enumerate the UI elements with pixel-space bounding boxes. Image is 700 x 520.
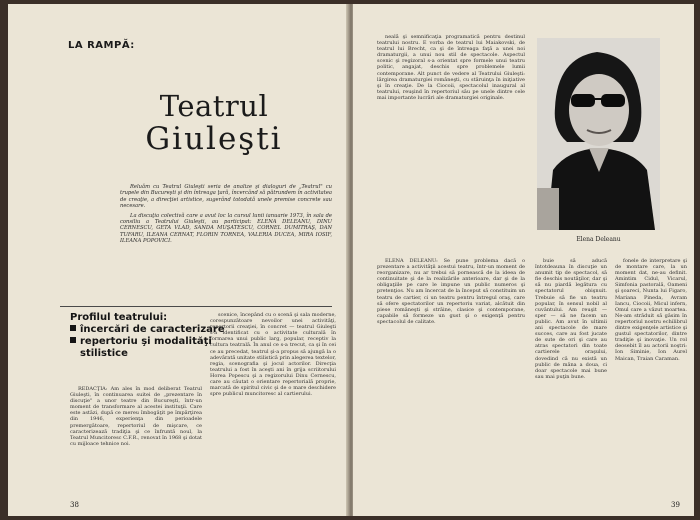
article-title xyxy=(104,90,324,166)
body-paragraph: fonele de interpretare şi de montare care, la un moment dat, ne-au definit. Amintim Cidul, Vicarul, Simfonia pastorală, Oameni şi şoareci, Nunta lui Figaro, Mariana Pineda, Avram Iancu, Ciocoii, Micul infern, Omul care a văzut moartea. Ne-am străduit să găsim în repertoriul nostru echilibrul dintre exigenţele artistice şi gustul spectatorilor, dintre tradiţie şi inovaţie. Un rol deosebit îl au actorii noştri: Ion Siminie, Ion Aurel Maican, Traian Caraman. xyxy=(615,258,687,362)
divider xyxy=(60,306,332,307)
intro-participants: La discuţia colectivă care a avut loc la cursul lunii ianuarie 1973, în sala de consiliu a Teatrului Giuleşti, au participat: ELENA DELEANU, DINU CERNESCU, GETA VLAD, SANDA MUŞATESCU, CORNEL DUMITRAŞ, DAN TUFARU, ILEANA CERNAT, FLORIN TORNEA, VALERIA DUCEA, MIRA IOSIF, ILEANA POPOVICI. xyxy=(120,212,332,245)
bullet-square-icon xyxy=(70,325,76,331)
left-column-1 xyxy=(70,386,202,490)
body-paragraph: ELENA DELEANU: Se pune problema dacă o prezentare a activităţii acestui teatru, într-un moment de reorganizare, nu ar trebui să pornească de la ideea de continuitate şi de la realizările anterioare, dar şi de la obligaţiile pe care le impune un public numeros şi pretenţios. Nu am încercat de la început să constituim un teatru de cartier, ci un teatru pentru întregul oraş, care să ofere spectatorilor un repertoriu variat, alcătuit din piese româneşti şi străine, clasice şi contemporane, capabile să formeze un gust şi o exigenţă pentru spectacolul de calitate. xyxy=(377,258,525,325)
title-line-1: Teatrul xyxy=(159,89,269,123)
bullet-square-icon xyxy=(70,337,76,343)
intro-block xyxy=(120,184,332,248)
title-line-2: Giuleşti xyxy=(145,121,283,157)
left-page xyxy=(8,4,349,516)
subhead-text: încercări de caracterizare xyxy=(80,324,225,335)
subhead-line-1: Profilul teatrului: xyxy=(70,312,168,323)
photo-caption: Elena Deleanu xyxy=(576,236,621,243)
page-number: 38 xyxy=(70,501,79,509)
body-paragraph: scenice, începând cu o scenă şi sala moderne, corespunzătoare nevoilor unei activităţi, repertorii creaţiei, în concret — teatrul Giuleşti s-a identificat cu o activitate culturală în formarea unui public larg, popular, receptiv la cultura teatrală. În anul ce s-a trecut, ca şi în cei ce au precedat, teatrul şi-a propus să ajungă la o adevărată unitate stilistică prin alegerea textelor, regia, scenografia şi jocul actorilor. Direcţia teatrului a fost în aceşti ani în grija scriitorului Horea Popescu şi a regizorului Dinu Cernescu, care au căutat o orientare repertorială proprie, marcată de spiritul civic şi de o mare deschidere spre publicul muncitoresc al cartierului. xyxy=(210,312,336,398)
intro-paragraph: Reluăm cu Teatrul Giuleşti seria de analize şi dialoguri de „Teatrul" cu trupele din Bucureşti şi din întreaga ţară, încercând să pătrundem în activitatea de creaţie, a direcţiei artistice, sugerând totodată unele premise concrete sau necesare. xyxy=(120,184,332,210)
body-paragraph: nealã şi semnificaţia programatică pentru destinul teatrului nostru. E vorba de teatrul lui Maiakovski, de teatrul lui Brecht, ca şi de întreaga faţă a unei noi dramaturgii, a unui nou stil de spectacole. Aspectul scenic şi regizoral s-a orientat spre formele unui teatru politic, angajat, deschis spre problemele lumii contemporane. Alt punct de vedere al Teatrului Giuleşti: lărgirea dramaturgiei româneşti, cu stăruinţa în iniţiative şi în creaţie. De la Ciocoii, spectacolul inaugural al teatrului, reuşind în repertoriul său pe unele dintre cele mai importante lucrări ale dramaturgiei originale. xyxy=(377,34,525,101)
magazine-spread xyxy=(8,4,694,516)
portrait-illustration xyxy=(537,38,660,230)
right-column-1b xyxy=(377,258,525,492)
page-number: 39 xyxy=(671,501,680,509)
portrait-photo xyxy=(537,38,660,230)
right-column-1a xyxy=(377,34,525,254)
left-column-2 xyxy=(210,312,336,492)
body-paragraph: buie să aducă întotdeauna în discuţie un anumit tip de spectacol, să fie deschis noutăţilor, dar şi să nu piardă legătura cu spectatorul obişnuit. Trebuie să fie un teatru popular, în sensul nobil al cuvântului. Am reuşit — sper — să ne facem un public. Am avut în ultimii ani spectacole de mare succes, care au fost jucate de sute de ori şi care au atras spectatori din toate cartierele oraşului, dovedind că nu există un public de mâna a doua, ci doar spectacole mai bune sau mai puţin bune. xyxy=(535,258,607,380)
section-tag: LA RAMPĂ: xyxy=(68,40,135,51)
body-paragraph: REDACŢIA: Am ales în mod deliberat Teatrul Giuleşti, în continuarea suitei de „prezentare în discuţie" a unor teatre din Bucureşti, într-un moment de transformare al acestei instituţii. Care este astăzi, după ce mereu îmbogăţit pe împărţirea din 1946, experienţa din perioadele premergătoare, repertoriul de mişcare, ce caracterizează tradiţia şi ce înfruntă noul, la Teatrul Muncitoresc C.F.R., renovat în 1968 şi dotat cu mijloace tehnice noi. xyxy=(70,386,202,447)
subhead-text: repertoriu şi modalităţi xyxy=(80,336,212,347)
right-column-2 xyxy=(535,258,607,492)
subhead-line-4: stilistice xyxy=(80,348,128,359)
right-column-3 xyxy=(615,258,687,492)
